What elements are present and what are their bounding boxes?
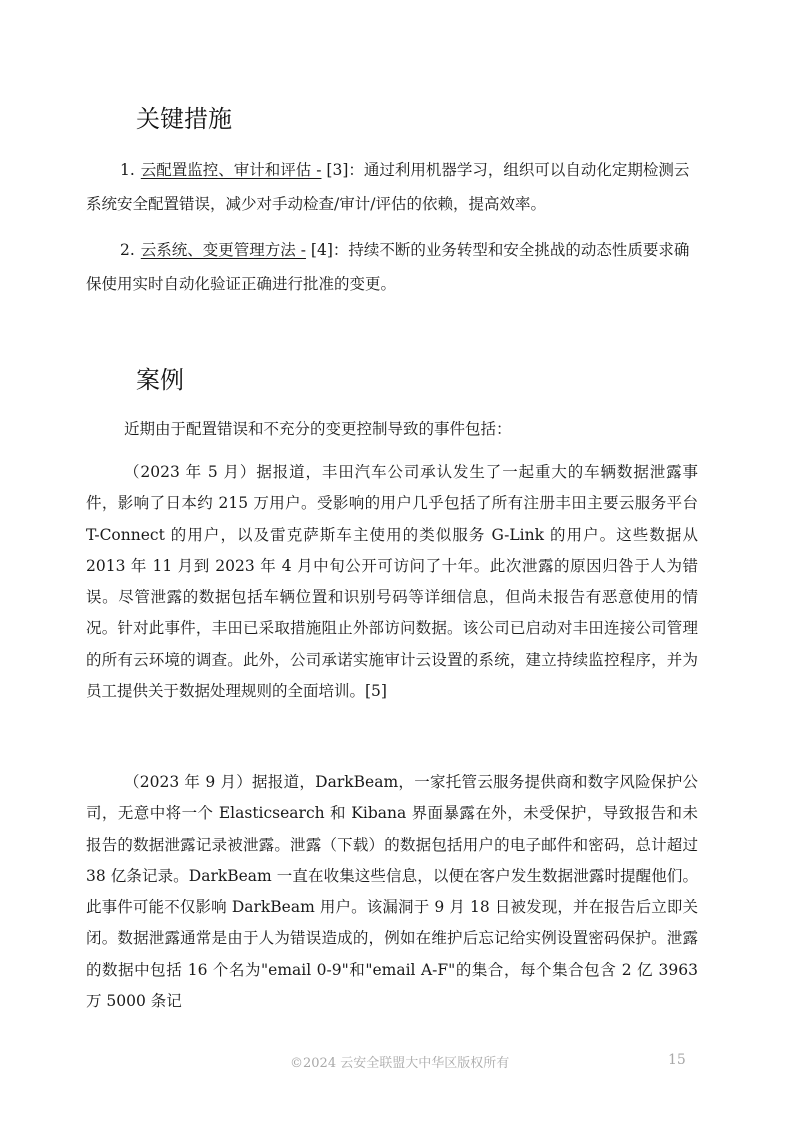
cases-intro-paragraph: 近期由于配置错误和不充分的变更控制导致的事件包括： [124,420,512,438]
case-paragraph-toyota: （2023 年 5 月）据报道，丰田汽车公司承认发生了一起重大的车辆数据泄露事件，影响了日本约 215 万用户。受影响的用户几乎包括了所有注册丰田主要云服务平台 T-Connect 的用户，以及雷克萨斯车主使用的类似服务 G-Link 的用户。这些数据从 2013 年 11 月到 2023 年 4 月中旬公开可访问了十年。此次泄露的原因归咎于人为错误。尽管泄露的数据包括车辆位置和识别号码等详细信息，但尚未报告有恶意使用的情况。针对此事件，丰田已采取措施阻止外部访问数据。该公司已启动对丰田连接公司管理的所有云环境的调查。此外，公司承诺实施审计云设置的系统，建立持续监控程序，并为员工提供关于数据处理规则的全面培训。[5] [86,463,698,701]
reference-citation[interactable]: [3] [326,161,349,179]
measure-text: ：持续不断的业务转型和安全挑战的动态性质要求确保使用实时自动化验证正确进行批准的变更。 [86,241,690,293]
measure-link-change-management[interactable]: 云系统、变更管理方法 - [140,241,306,259]
measure-link-config-monitoring[interactable]: 云配置监控、审计和评估 - [140,161,322,179]
measure-item-2 [86,233,700,301]
measure-number: 2. [120,241,135,259]
measure-text: ：通过利用机器学习，组织可以自动化定期检测云系统安全配置错误，减少对手动检查/审计/评估的依赖，提高效率。 [86,161,690,213]
page-number: 15 [668,1052,686,1068]
case-paragraph-darkbeam: （2023 年 9 月）据报道，DarkBeam，一家托管云服务提供商和数字风险保护公司，无意中将一个 Elasticsearch 和 Kibana 界面暴露在外，未受保护，导致报告和未报告的数据泄露记录被泄露。泄露（下载）的数据包括用户的电子邮件和密码，总计超过 38 亿条记录。DarkBeam 一直在收集这些信息，以便在客户发生数据泄露时提醒他们。此事件可能不仅影响 DarkBeam 用户。该漏洞于 9 月 18 日被发现，并在报告后立即关闭。数据泄露通常是由于人为错误造成的，例如在维护后忘记给实例设置密码保护。泄露的数据中包括 16 个名为"email 0-9"和"email A-F"的集合，每个集合包含 2 亿 3963 万 5000 条记 [86,773,698,1011]
measure-item-1 [86,153,700,221]
section-heading-key-measures: 关键措施 [136,105,232,133]
measure-number: 1. [120,161,135,179]
copyright-notice: ©2024 云安全联盟大中华区版权所有 [290,1056,510,1071]
reference-citation[interactable]: [4] [310,241,333,259]
section-heading-cases: 案例 [136,366,184,394]
